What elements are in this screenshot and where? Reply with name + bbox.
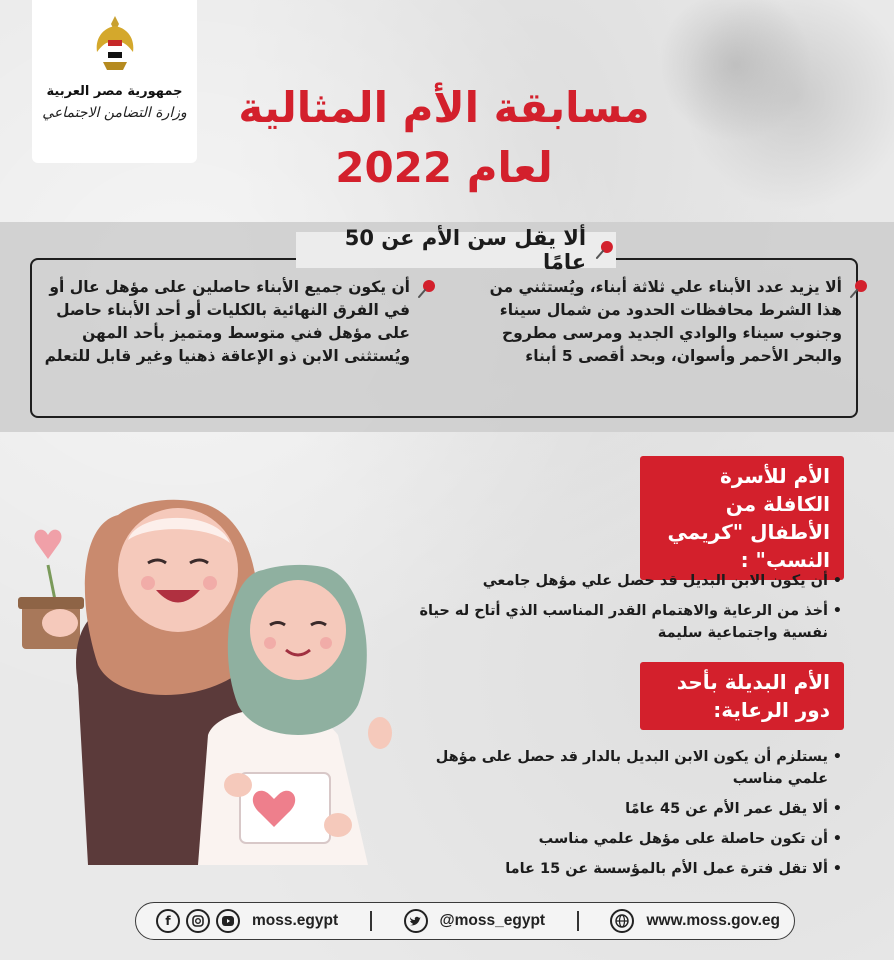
children-count-text: ألا يزيد عدد الأبناء علي ثلاثة أبناء، ويُستثني من هذا الشرط محافظات الحدود من شمال سيناء وجنوب سيناء والوادي الجديد ومرسى مطروح والبحر الأحمر وأسوان، وبحد أقصى 5 أبناء — [489, 278, 842, 365]
facebook-handle[interactable]: moss.egypt — [252, 912, 339, 929]
foster-mother-list — [394, 570, 842, 652]
care-home-mother-label: الأم البديلة بأحد دور الرعاية: — [640, 662, 844, 730]
title-line-1: مسابقة الأم المثالية — [238, 83, 650, 132]
foster-mother-label: الأم للأسرة الكافلة من الأطفال "كريمي النسب" : — [640, 456, 844, 580]
footer-divider — [577, 911, 579, 931]
twitter-group — [404, 909, 546, 933]
twitter-icon[interactable] — [404, 909, 428, 933]
care-home-mother-list — [394, 746, 842, 888]
education-condition — [40, 276, 410, 368]
list-item: • أن يكون الابن البديل قد حصل علي مؤهل جامعي — [394, 570, 842, 592]
heart-card-icon — [240, 773, 330, 843]
footer-divider — [370, 911, 372, 931]
facebook-instagram-youtube-group — [156, 909, 338, 933]
list-item: • أن تكون حاصلة على مؤهل علمي مناسب — [394, 828, 842, 850]
website-group — [610, 909, 780, 933]
eagle-emblem-icon — [93, 14, 137, 76]
pushpin-icon — [594, 239, 616, 261]
age-condition — [296, 226, 616, 274]
list-item: • يستلزم أن يكون الابن البديل بالدار قد حصل على مؤهل علمي مناسب — [394, 746, 842, 790]
pushpin-icon — [416, 278, 438, 300]
twitter-handle[interactable]: @moss_egypt — [439, 912, 546, 929]
youtube-icon[interactable] — [216, 909, 240, 933]
facebook-icon[interactable]: f — [156, 909, 180, 933]
list-item: • ألا يقل عمر الأم عن 45 عامًا — [394, 798, 842, 820]
title-line-2: لعام 2022 — [335, 143, 553, 192]
logo-ministry-name: وزارة التضامن الاجتماعي — [42, 105, 187, 121]
list-item: • أخذ من الرعاية والاهتمام القدر المناسب الذي أتاح له حياة نفسية واجتماعية سليمة — [394, 600, 842, 644]
social-footer — [135, 902, 795, 940]
globe-icon[interactable] — [610, 909, 634, 933]
ministry-logo — [32, 0, 197, 163]
website-link[interactable]: www.moss.gov.eg — [646, 912, 780, 929]
mother-daughter-illustration — [8, 455, 408, 875]
background-photo — [650, 0, 894, 215]
instagram-icon[interactable] — [186, 909, 210, 933]
education-text: أن يكون جميع الأبناء حاصلين على مؤهل عال أو في الفرق النهائية بالكليات أو أحد الأبناء حاصل على مؤهل فني متوسط ومتميز بأحد المهن ويُستثنى الابن ذو الإعاقة ذهنيا وغير قابل للتعلم — [44, 278, 410, 365]
page-title — [214, 78, 674, 198]
age-condition-text: ألا يقل سن الأم عن 50 عامًا — [344, 226, 587, 274]
logo-country-name: جمهورية مصر العربية — [46, 84, 183, 99]
children-count-condition — [472, 276, 842, 368]
pushpin-icon — [848, 278, 870, 300]
list-item: • ألا تقل فترة عمل الأم بالمؤسسة عن 15 عاما — [394, 858, 842, 880]
